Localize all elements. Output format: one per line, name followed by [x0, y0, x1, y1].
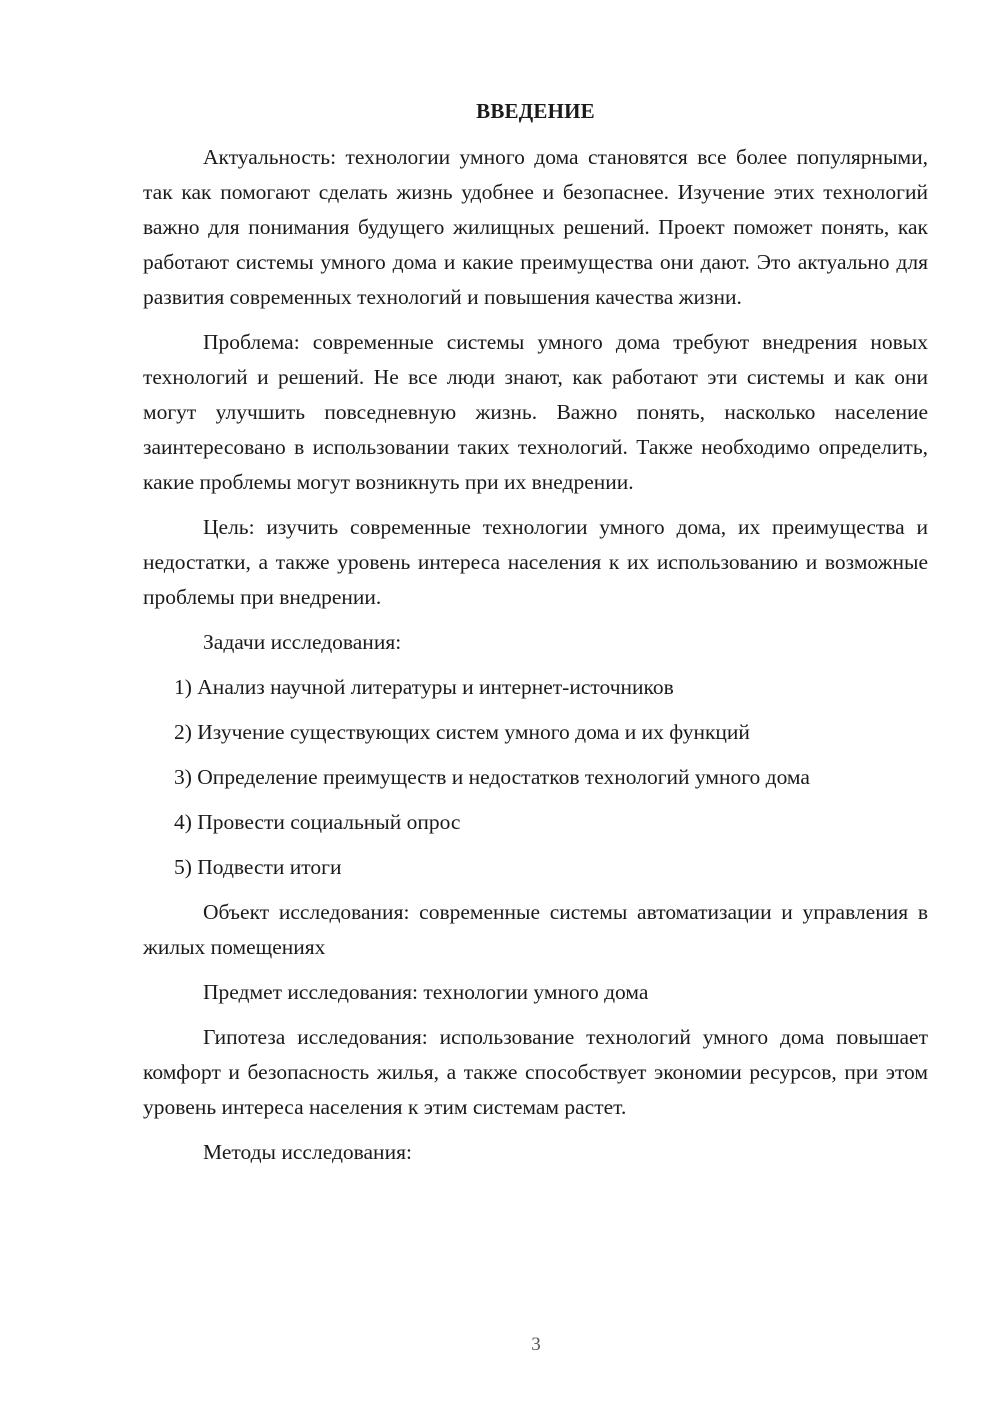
task-item-1: 1) Анализ научной литературы и интернет-источников — [174, 675, 674, 699]
task-item-5: 5) Подвести итоги — [174, 855, 342, 879]
task-item-2: 2) Изучение существующих систем умного дома и их функций — [174, 720, 750, 744]
paragraph-tasks-heading: Задачи исследования: — [203, 630, 402, 654]
section-title: ВВЕДЕНИЕ — [476, 99, 595, 123]
page-number: 3 — [531, 1334, 541, 1355]
body-text — [143, 140, 928, 1180]
task-item-3: 3) Определение преимуществ и недостатков технологий умного дома — [174, 765, 810, 789]
paragraph-relevance: Актуальность: технологии умного дома становятся все более популярными, так как помогают сделать жизнь удобнее и безопаснее. Изучение этих технологий важно для понимания будущего жилищных решений. Проект поможет понять, как работают системы умного дома и какие преимущества они дают. Это актуально для развития современных технологий и повышения качества жизни. — [143, 145, 928, 309]
paragraph-goal: Цель: изучить современные технологии умного дома, их преимущества и недостатки, а также уровень интереса населения к их использованию и возможные проблемы при внедрении. — [143, 515, 928, 609]
paragraph-subject: Предмет исследования: технологии умного дома — [203, 980, 649, 1004]
paragraph-hypothesis: Гипотеза исследования: использование технологий умного дома повышает комфорт и безопасность жилья, а также способствует экономии ресурсов, при этом уровень интереса населения к этим системам растет. — [143, 1025, 928, 1119]
paragraph-problem: Проблема: современные системы умного дома требуют внедрения новых технологий и решений. Не все люди знают, как работают эти системы и как они могут улучшить повседневную жизнь. Важно понять, насколько население заинтересовано в использовании таких технологий. Также необходимо определить, какие проблемы могут возникнуть при их внедрении. — [143, 330, 928, 494]
paragraph-methods: Методы исследования: — [203, 1140, 412, 1164]
paragraph-object: Объект исследования: современные системы автоматизации и управления в жилых помещениях — [143, 900, 928, 959]
task-item-4: 4) Провести социальный опрос — [174, 810, 461, 834]
